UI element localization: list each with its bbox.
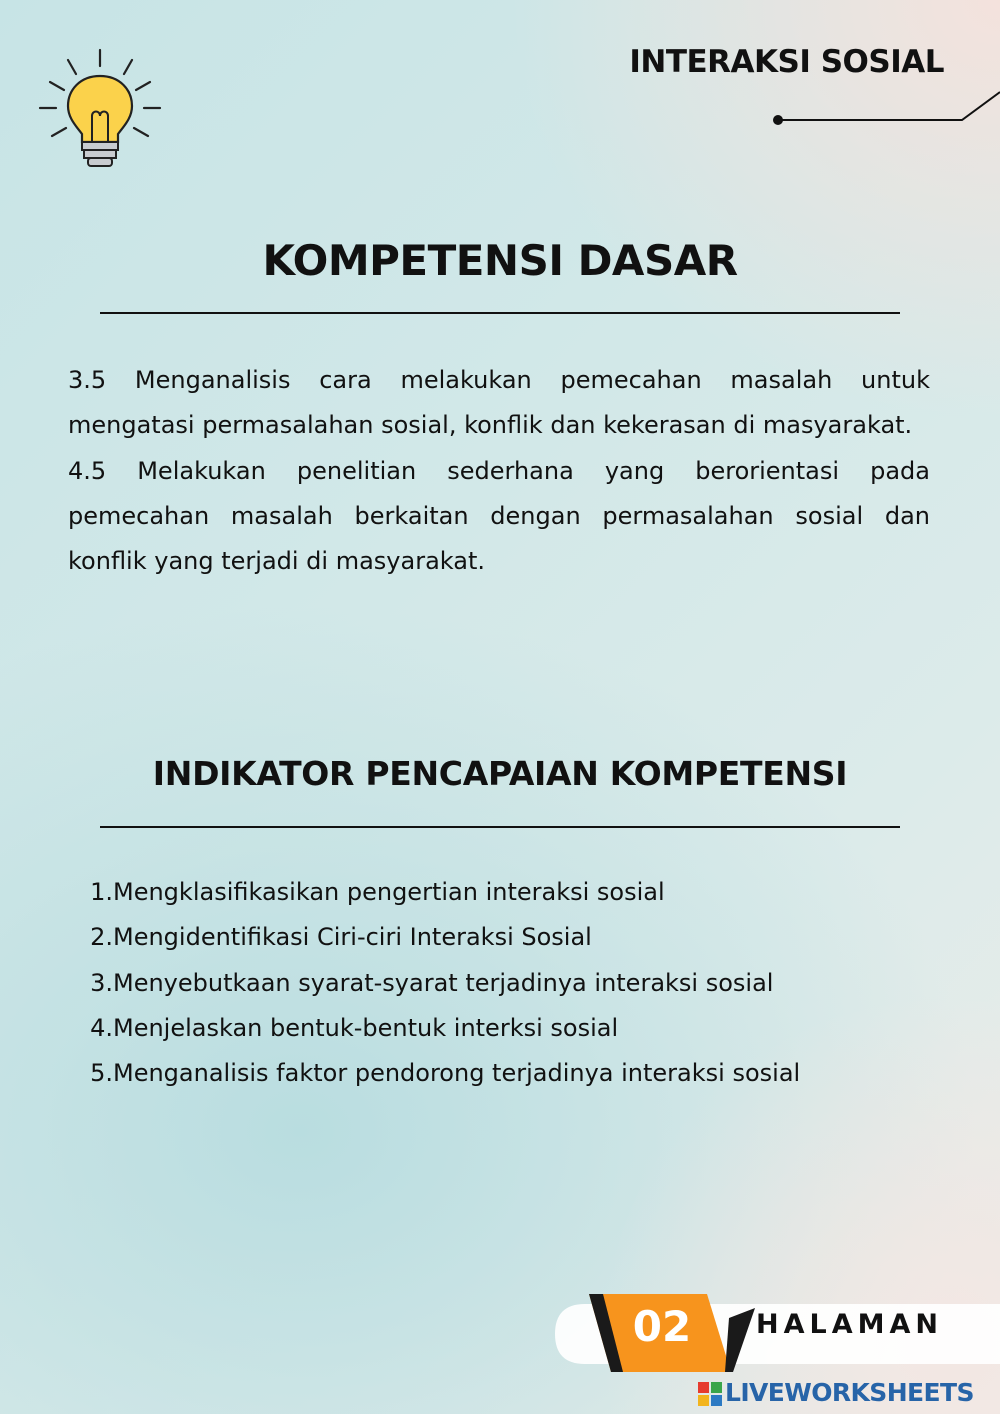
list-number: 1. bbox=[90, 878, 113, 906]
kompetensi-item: 4.5 Melakukan penelitian sederhana yang berorientasi pada pemecahan masalah berkaitan dengan permasalahan sosial dan konflik yang terjadi di masyarakat. bbox=[68, 456, 930, 576]
list-text: Mengidentifikasi Ciri-ciri Interaksi Sosial bbox=[113, 923, 592, 952]
indikator-heading: INDIKATOR PENCAPAIAN KOMPETENSI bbox=[152, 754, 848, 793]
list-number: 2. bbox=[90, 923, 113, 952]
list-number: 3. bbox=[90, 968, 113, 997]
list-text: Mengklasifikasikan pengertian interaksi sosial bbox=[113, 878, 665, 906]
heading-divider bbox=[100, 826, 900, 828]
brand-name: LIVEWORKSHEETS bbox=[725, 1378, 974, 1407]
lightbulb-icon bbox=[38, 46, 162, 170]
title-decoration-line bbox=[760, 86, 1000, 130]
list-item bbox=[86, 1006, 966, 1051]
list-number: 5. bbox=[90, 1059, 113, 1088]
list-text: Menjelaskan bentuk-bentuk interksi sosial bbox=[113, 1013, 619, 1042]
list-item bbox=[86, 1051, 966, 1096]
kompetensi-dasar-heading: KOMPETENSI DASAR bbox=[262, 236, 738, 285]
list-number: 4. bbox=[90, 1013, 113, 1042]
kompetensi-item: 3.5 Menganalisis cara melakukan pemecahan masalah untuk mengatasi permasalahan sosial, konflik dan kekerasan di masyarakat. bbox=[68, 366, 930, 440]
heading-divider bbox=[100, 312, 900, 314]
list-item bbox=[86, 915, 966, 960]
list-text: Menganalisis faktor pendorong terjadinya interaksi sosial bbox=[113, 1059, 801, 1088]
kompetensi-dasar-body bbox=[68, 358, 930, 584]
indikator-list bbox=[86, 870, 966, 1096]
page-label: HALAMAN bbox=[756, 1309, 943, 1340]
list-text: Menyebutkaan syarat-syarat terjadinya interaksi sosial bbox=[113, 968, 774, 997]
liveworksheets-logo-icon bbox=[698, 1382, 722, 1406]
list-item bbox=[86, 870, 966, 915]
document-title: INTERAKSI SOSIAL bbox=[629, 44, 944, 80]
list-item bbox=[86, 961, 966, 1006]
page-number: 02 bbox=[632, 1302, 692, 1351]
